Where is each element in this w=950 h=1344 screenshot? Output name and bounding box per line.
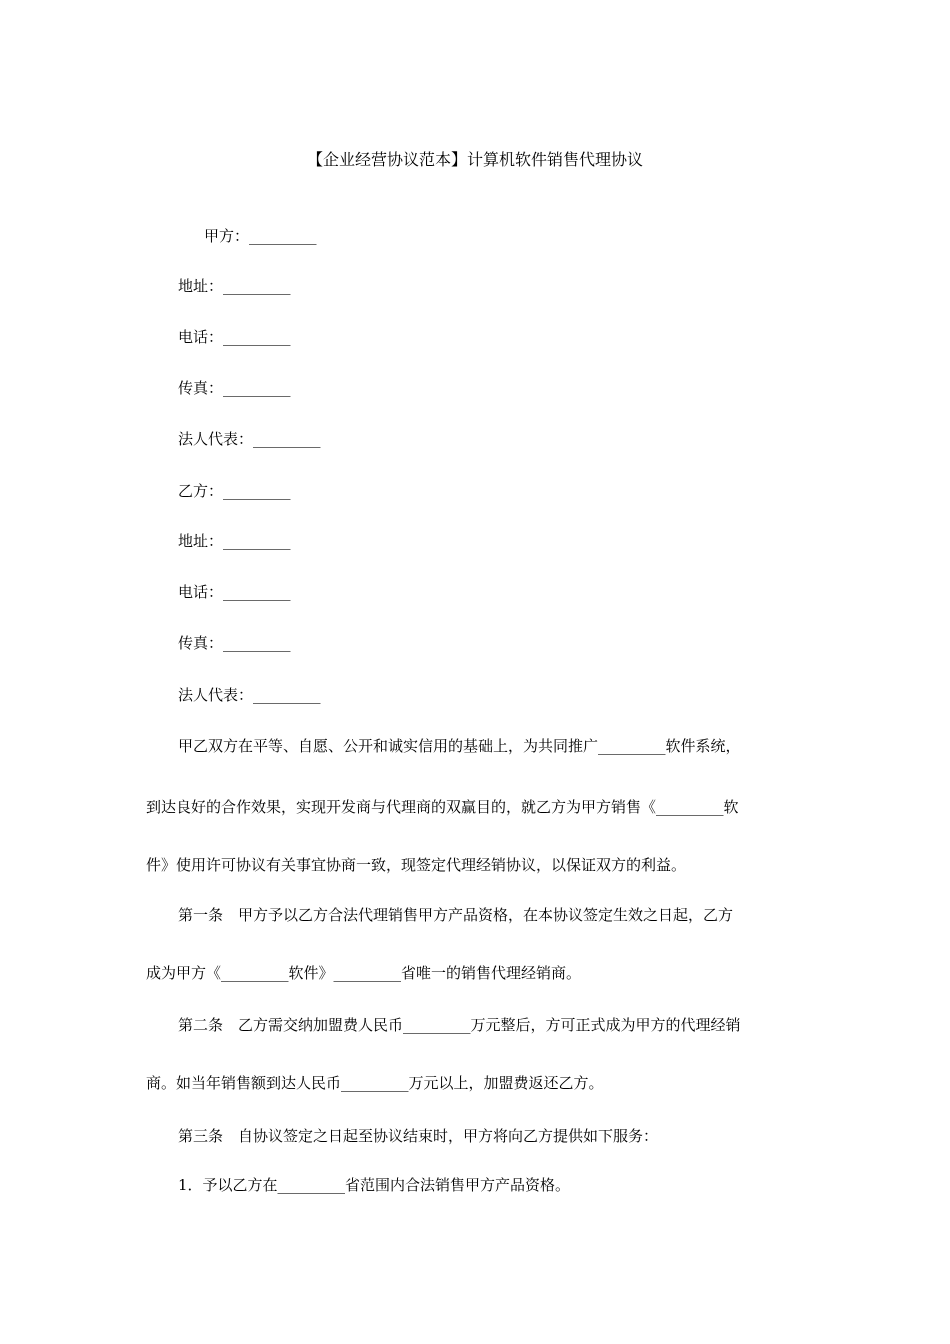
party-b-name: 乙方：_________ (178, 482, 291, 500)
party-b-fax: 传真：_________ (178, 634, 291, 652)
party-a-phone: 电话：_________ (178, 328, 291, 346)
party-b-legal-rep: 法人代表：_________ (178, 686, 321, 704)
document-title: 【企业经营协议范本】计算机软件销售代理协议 (306, 150, 643, 169)
article-2-line-1: 第二条 乙方需交纳加盟费人民币_________万元整后，方可正式成为甲方的代理经销 (178, 1016, 741, 1034)
party-b-phone: 电话：_________ (178, 583, 291, 601)
party-b-address: 地址：_________ (178, 532, 291, 550)
article-2-line-2: 商。如当年销售额到达人民币_________万元以上，加盟费返还乙方。 (146, 1074, 604, 1092)
preamble-line-2: 到达良好的合作效果，实现开发商与代理商的双赢目的，就乙方为甲方销售《_________软 (146, 798, 739, 816)
article-1-line-2: 成为甲方《_________软件》_________省唯一的销售代理经销商。 (146, 964, 582, 982)
party-a-address: 地址：_________ (178, 277, 291, 295)
preamble-line-1: 甲乙双方在平等、自愿、公开和诚实信用的基础上，为共同推广_________软件系统， (178, 737, 741, 755)
party-a-legal-rep: 法人代表：_________ (178, 430, 321, 448)
preamble-line-3: 件》使用许可协议有关事宜协商一致，现签定代理经销协议，以保证双方的利益。 (146, 856, 687, 874)
party-a-fax: 传真：_________ (178, 379, 291, 397)
article-3-item-1: 1．予以乙方在_________省范围内合法销售甲方产品资格。 (178, 1176, 571, 1194)
article-1-line-1: 第一条 甲方予以乙方合法代理销售甲方产品资格，在本协议签定生效之日起，乙方 (178, 906, 734, 924)
article-3-line-1: 第三条 自协议签定之日起至协议结束时，甲方将向乙方提供如下服务： (178, 1127, 659, 1145)
party-a-name: 甲方：_________ (204, 227, 317, 245)
